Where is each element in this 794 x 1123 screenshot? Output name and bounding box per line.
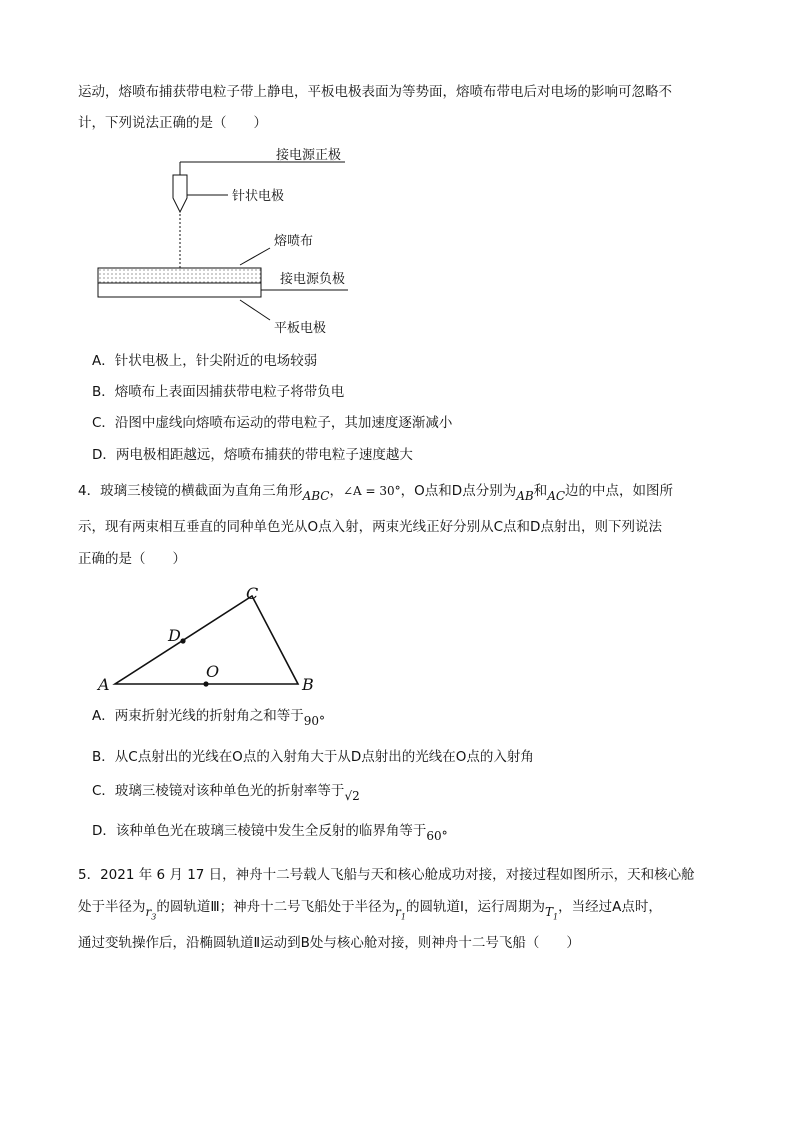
- point-d-label: D: [168, 626, 181, 645]
- prism-triangle-figure: [90, 578, 330, 698]
- math-t1: [544, 905, 559, 922]
- q3-option-b: B．熔喷布上表面因捕获带电粒子将带负电: [92, 384, 345, 400]
- point-o: [203, 681, 208, 686]
- math-t1-subscript: 1: [553, 912, 559, 922]
- label-needle: 针状电极: [232, 189, 285, 204]
- label-plate: 平板电极: [274, 321, 327, 336]
- q5-text-d: ，当经过A点时，: [558, 899, 662, 915]
- point-d: [180, 638, 185, 643]
- q3-option-d: D．两电极相距越远，熔喷布捕获的带电粒子速度越大: [92, 447, 413, 463]
- math-r1-subscript: 1: [400, 912, 406, 922]
- math-angle-a: ∠A = 30°: [342, 484, 401, 498]
- needle-electrode: [173, 175, 187, 212]
- q5-text-c: 的圆轨道Ⅰ，运行周期为: [406, 899, 545, 915]
- q5-stem-line1: 5．2021 年 6 月 17 日，神舟十二号载人飞船与天和核心舱成功对接，对接过程如图所示，天和核心舱: [78, 867, 695, 883]
- math-ac: AC: [547, 489, 566, 503]
- math-abc: ABC: [302, 489, 330, 503]
- math-ab: AB: [516, 489, 534, 503]
- meltblown-fabric: [98, 268, 261, 283]
- label-positive: 接电源正极: [276, 148, 342, 163]
- q4-option-a-value: 90°: [303, 714, 326, 728]
- label-fabric: 熔喷布: [274, 234, 314, 249]
- q5-text-a: 处于半径为: [78, 899, 146, 915]
- q4-option-d: [92, 821, 448, 841]
- point-o-label: O: [206, 662, 220, 681]
- q4-text-a: 4．玻璃三棱镜的横截面为直角三角形: [78, 483, 303, 499]
- q3-stem-line2: 计，下列说法正确的是（ ）: [78, 115, 267, 131]
- electrode-figure: [90, 140, 370, 345]
- q4-option-a-text: A．两束折射光线的折射角之和等于: [92, 708, 304, 724]
- label-negative: 接电源负极: [280, 272, 346, 287]
- q4-option-c-value: √2: [344, 789, 360, 803]
- q5-stem-line2: [78, 897, 662, 922]
- q3-option-c: C．沿图中虚线向熔喷布运动的带电粒子，其加速度逐渐减小: [92, 415, 453, 431]
- math-r1: [395, 905, 406, 922]
- q4-option-d-text: D．该种单色光在玻璃三棱镜中发生全反射的临界角等于: [92, 823, 427, 839]
- q4-stem-line2: 示，现有两束相互垂直的同种单色光从O点入射，两束光线正好分别从C点和D点射出，则下列说法: [78, 519, 662, 535]
- math-t1-symbol: T: [544, 905, 553, 919]
- math-r1-symbol: r: [395, 905, 401, 919]
- q4-option-b: B．从C点射出的光线在O点的入射角大于从D点射出的光线在O点的入射角: [92, 749, 534, 765]
- vertex-a-label: A: [98, 675, 110, 694]
- math-r3: [145, 905, 157, 922]
- q4-text-sep: ，: [329, 483, 343, 499]
- math-r3-subscript: 3: [151, 912, 157, 922]
- vertex-c-label: C: [246, 584, 259, 603]
- q4-text-he: 和: [533, 483, 548, 499]
- math-r3-symbol: r: [145, 905, 152, 919]
- q4-option-c: [92, 781, 360, 801]
- q3-option-a: A．针状电极上，针尖附近的电场较弱: [92, 353, 318, 369]
- q4-option-d-value: 60°: [426, 829, 448, 843]
- q5-text-b: 的圆轨道Ⅲ；神舟十二号飞船处于半径为: [156, 899, 396, 915]
- q4-text-c: 边的中点，如图所: [565, 483, 674, 499]
- q4-option-a: [92, 706, 325, 726]
- q4-stem-line3: 正确的是（ ）: [78, 551, 186, 567]
- vertex-b-label: B: [302, 675, 314, 694]
- q4-text-b: ，O点和D点分别为: [400, 483, 517, 499]
- q4-stem-line1: [78, 481, 673, 501]
- plate-electrode: [98, 283, 261, 297]
- q3-stem-line1: 运动，熔喷布捕获带电粒子带上静电，平板电极表面为等势面，熔喷布带电后对电场的影响可忽略不: [78, 84, 672, 100]
- q5-stem-line3: 通过变轨操作后，沿椭圆轨道Ⅱ运动到B处与核心舱对接，则神舟十二号飞船（ ）: [78, 935, 580, 951]
- q4-option-c-text: C．玻璃三棱镜对该种单色光的折射率等于: [92, 783, 345, 799]
